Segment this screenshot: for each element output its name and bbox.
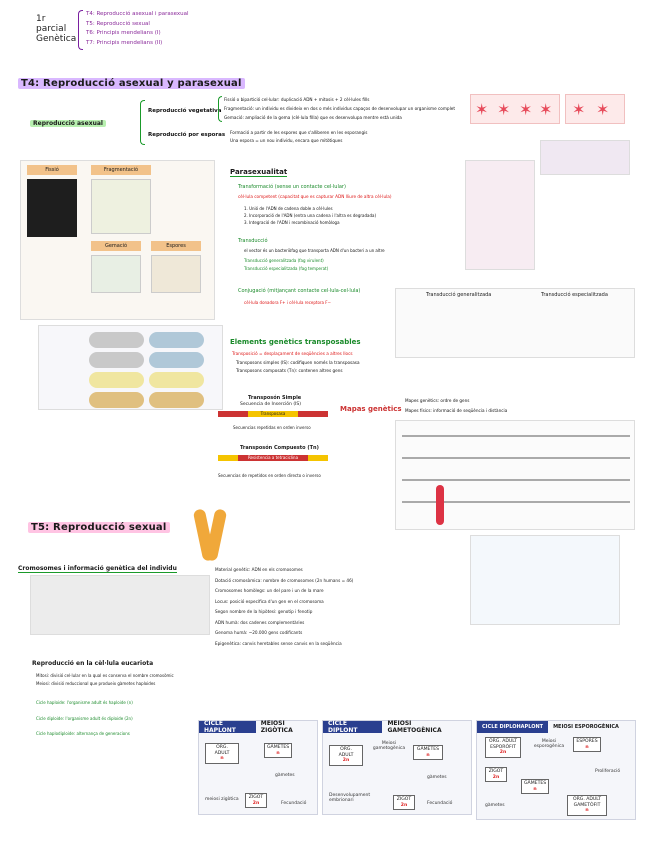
transduction-generalized-label: Transducció generalitzada <box>426 292 492 298</box>
cycle-node: ORG. ADULT 2n <box>329 745 363 766</box>
cycle-node: ZIGOT 2n <box>245 793 267 808</box>
bacterium-image <box>89 332 144 348</box>
mapas-item-1: Mapes físics: informació de seqüència i distància <box>405 408 508 413</box>
repro-line-2: Cicle haploide: l'organisme adult és haploide (n) <box>36 700 133 705</box>
parasex-item-2: Conjugació (mitjançant contacte cel·lula-cel·lula) <box>238 288 361 294</box>
spores-image <box>151 255 201 293</box>
cycle-node: GÀMETES n <box>521 779 549 794</box>
bacterium-image <box>89 352 144 368</box>
repro-line-1: Meiosi: divisió reduccional que produeix gàmetes haploides <box>36 680 156 686</box>
cycle-diplohaplont-diagram <box>476 720 636 820</box>
bacterium-image <box>149 392 204 408</box>
transposable-item-1: Transposons simples (IS): codifiquen només la transposasa <box>236 360 360 365</box>
fig-label-fragmentacio: Fragmentació <box>91 165 151 175</box>
cycle-label: Desenvolupament embrionari <box>329 793 371 803</box>
parasex-note-1: 1. Unió de l'ADN de cadena doble a cèl·lules <box>244 206 333 211</box>
cycle-title: CICLE HAPLONT <box>199 721 256 733</box>
mapas-title: Mapas genètics <box>340 405 402 413</box>
transposon-compound-label: Transposón Compuesto (Tn) <box>240 445 319 451</box>
dna-to-organism-figure <box>30 575 210 635</box>
crom-item-0: Material genètic: ADN en els cromosomes <box>215 567 303 572</box>
map-line <box>402 479 630 481</box>
bacterium-image <box>149 372 204 388</box>
chromosome-figure <box>180 505 250 565</box>
cycle-label: Meiosi gametogènica <box>372 741 406 751</box>
asexual-reproduction-figure <box>20 160 215 320</box>
starfish-fragmentation-figure <box>470 94 560 124</box>
star-icon: ✶ <box>497 100 511 119</box>
map-line <box>402 457 630 459</box>
cycle-label: gàmetes <box>275 773 295 778</box>
esporas-label: Reproducció por esporas <box>148 132 226 138</box>
star-icon: ✶ <box>539 100 553 119</box>
repro-line-4: Cicle haplodiploide: alternança de generacions <box>36 731 130 736</box>
bacterium-image <box>149 352 204 368</box>
crom-item-7: Epigenètica: canvis heretables sense canvis en la seqüència <box>215 640 342 646</box>
cycle-title: CICLE DIPLOHAPLONT <box>477 721 548 733</box>
parasex-note-3: 3. Integració de l'ADN i recombinació homòloga <box>244 220 340 225</box>
parasex-note-7: cèl·lula donadora F+ i cèl·lula receptora F− <box>244 300 331 305</box>
veg-item-0: Fissió o bipartició cel·lular: duplicació ADN + mitosis + 2 cèl·lules fills <box>224 97 370 102</box>
parasex-item-1: Transducció <box>238 238 268 244</box>
insertion-sequence-label: Secuencia de Inserción (IS) <box>240 402 302 407</box>
esporas-text-1: Una espora = un nou individu, encara que mitòtiques <box>230 138 343 143</box>
cycle-node: GÀMETES n <box>413 745 443 760</box>
transformation-detail-figure <box>540 140 630 175</box>
cycle-subtitle: MEIOSI GAMETOGÈNICA <box>387 720 442 734</box>
repro-title: Reproducció en la cèl·lula eucariota <box>32 660 154 667</box>
esporas-text-0: Formació a partir de les espores que s'alliberen en les esporangis <box>230 130 368 135</box>
cycle-label: meiosi zigòtica <box>205 797 239 802</box>
cycle-label: Fecundació <box>427 801 453 806</box>
cycle-node: ORG. ADULT ESPORÒFIT 2n <box>485 737 521 758</box>
transposable-item-0: Transposició = desplaçament de seqüències a altres llocs <box>232 351 353 356</box>
cycle-node: ORG. ADULT GAMETÒFIT n <box>567 795 607 816</box>
crom-item-5: ADN humà: dos cadenes complementàries <box>215 619 305 625</box>
conjugation-figure <box>38 325 223 410</box>
dna-structure-figure <box>470 535 620 625</box>
budding-image <box>91 255 141 293</box>
repro-line-0: Mitosi: divisió cel·lular en la qual es conserva el nombre cromosòmic <box>36 673 174 678</box>
t4-title: T4: Reproducció asexual y parasexual <box>18 78 245 89</box>
repro-list <box>36 672 174 738</box>
genetic-map-figure <box>395 420 635 530</box>
inverted-repeats-label: Secuencias repetidas en orden inverso <box>233 425 311 430</box>
star-icon: ✶ <box>572 100 586 119</box>
parasex-note-6: Transducció especialitzada (fag temperat) <box>244 266 329 271</box>
cycle-label: Meiosi esporogènica <box>533 739 565 749</box>
asexual-brace <box>140 100 145 145</box>
fig-label-fissio: Fissió <box>27 165 77 175</box>
fragmentation-image <box>91 179 151 234</box>
transformation-figure <box>465 160 535 270</box>
crom-item-2: Cromosomes homòlegs: un del pare i un de la mare <box>215 588 324 593</box>
transposable-title: Elements genètics transposables <box>230 338 361 346</box>
star-icon: ✶ <box>596 100 610 119</box>
parasex-note-0: cèl·lula competent (capacitat que es capturar ADN lliure de altra cèl·lula) <box>238 194 392 199</box>
crom-item-3: Locus: posició específica d'un gen en el cromosoma <box>215 598 324 604</box>
t5-title: T5: Reproducció sexual <box>28 522 170 533</box>
parasex-item-0: Transformació (sense un contacte cel·lular) <box>238 184 346 190</box>
asexual-label: Reproducció asexual <box>30 120 106 127</box>
transduction-specialized-label: Transducció especialitzada <box>541 292 608 298</box>
topic-list: T4: Reproducció asexual i parasexual T5: Reproducció sexual T6: Principis mendelians (I) T7: Principis mendelians (II) <box>86 11 189 46</box>
veg-item-2: Gemació: ampliació de la gema (cèl·lula filla) que es desenvolupa mentre està unida <box>224 115 402 120</box>
repro-line-3: Cicle diploide: l'organisme adult és diploide (2n) <box>36 715 133 721</box>
mapas-item-0: Mapes genètics: ordre de gens <box>405 398 470 403</box>
cycle-node: ZIGOT 2n <box>393 795 415 810</box>
crom-item-6: Genoma humà: ~20.000 gens codificants <box>215 630 303 635</box>
crom-item-4: Segon nombre de la hipòtesi: genotip i fenotip <box>215 609 313 614</box>
cycle-subtitle: MEIOSI ZIGÒTICA <box>260 720 293 734</box>
cycle-label: Fecundació <box>281 801 307 806</box>
cycle-label: gàmetes <box>427 775 447 780</box>
crom-item-1: Dotació cromosòmica: nombre de cromosomes (2n humans = 46) <box>215 577 354 583</box>
bacterium-image <box>89 372 144 388</box>
map-line <box>402 435 630 437</box>
chromosome-icon <box>436 485 444 525</box>
cycle-haplont-diagram <box>198 720 318 815</box>
bacterium-image <box>89 392 144 408</box>
starfish-regeneration-figure <box>565 94 625 124</box>
crom-list <box>215 565 353 649</box>
veg-item-1: Fragmentació: un individu es divideix en dos o més individus capaços de desenvolupar un organisme complet <box>224 106 455 111</box>
star-icon: ✶ <box>475 100 489 119</box>
transposon-simple-label: Transposón Simple <box>248 395 302 401</box>
parasex-title: Parasexualitat <box>230 168 288 176</box>
vegetativa-label: Reproducció vegetativa <box>148 108 222 114</box>
parasex-note-4: el vector és un bacteriòfag que transporta ADN d'un bacteri a un altre <box>244 248 385 253</box>
crom-title: Cromosomes i informació genètica del individu <box>18 565 177 572</box>
direct-repeats-label: Secuencias de repetidos en orden directo o inverso <box>218 473 321 478</box>
resistance-gene: Resistencia a tetraciclina <box>238 455 308 461</box>
cycle-node: ESPORES n <box>573 737 601 752</box>
header-brace <box>78 10 83 50</box>
cycle-node: ORG. ADULT n <box>205 743 239 764</box>
cycle-node: ZIGOT 2n <box>485 767 507 782</box>
parasex-note-5: Transducció generalitzada (fag virulent) <box>244 258 324 263</box>
cycle-title: CICLE DIPLONT <box>323 721 382 733</box>
cycle-label: Proliferació <box>595 769 621 774</box>
transposon-diagram <box>218 395 328 495</box>
transposable-item-2: Transposons composats (Tn): contenen altres gens <box>236 368 343 373</box>
fission-image <box>27 179 77 237</box>
transduction-figure <box>395 288 635 358</box>
fig-label-espores: Espores <box>151 241 201 251</box>
cycle-diplont-diagram <box>322 720 472 815</box>
veg-brace <box>218 96 222 122</box>
cycle-node: GÀMETES n <box>264 743 292 758</box>
cycle-subtitle: MEIOSI ESPOROGÈNICA <box>553 724 619 730</box>
fig-label-gemacio: Gemació <box>91 241 141 251</box>
star-icon: ✶ <box>519 100 533 119</box>
cycle-label: gàmetes <box>485 803 505 808</box>
transposase-gene: Transposasa <box>248 411 298 417</box>
topic-label: 1r parcial Genètica <box>36 14 77 44</box>
parasex-note-2: 2. Incorporació de l'ADN (entra una cadena i l'altra es degradada) <box>244 213 377 218</box>
bacterium-image <box>149 332 204 348</box>
